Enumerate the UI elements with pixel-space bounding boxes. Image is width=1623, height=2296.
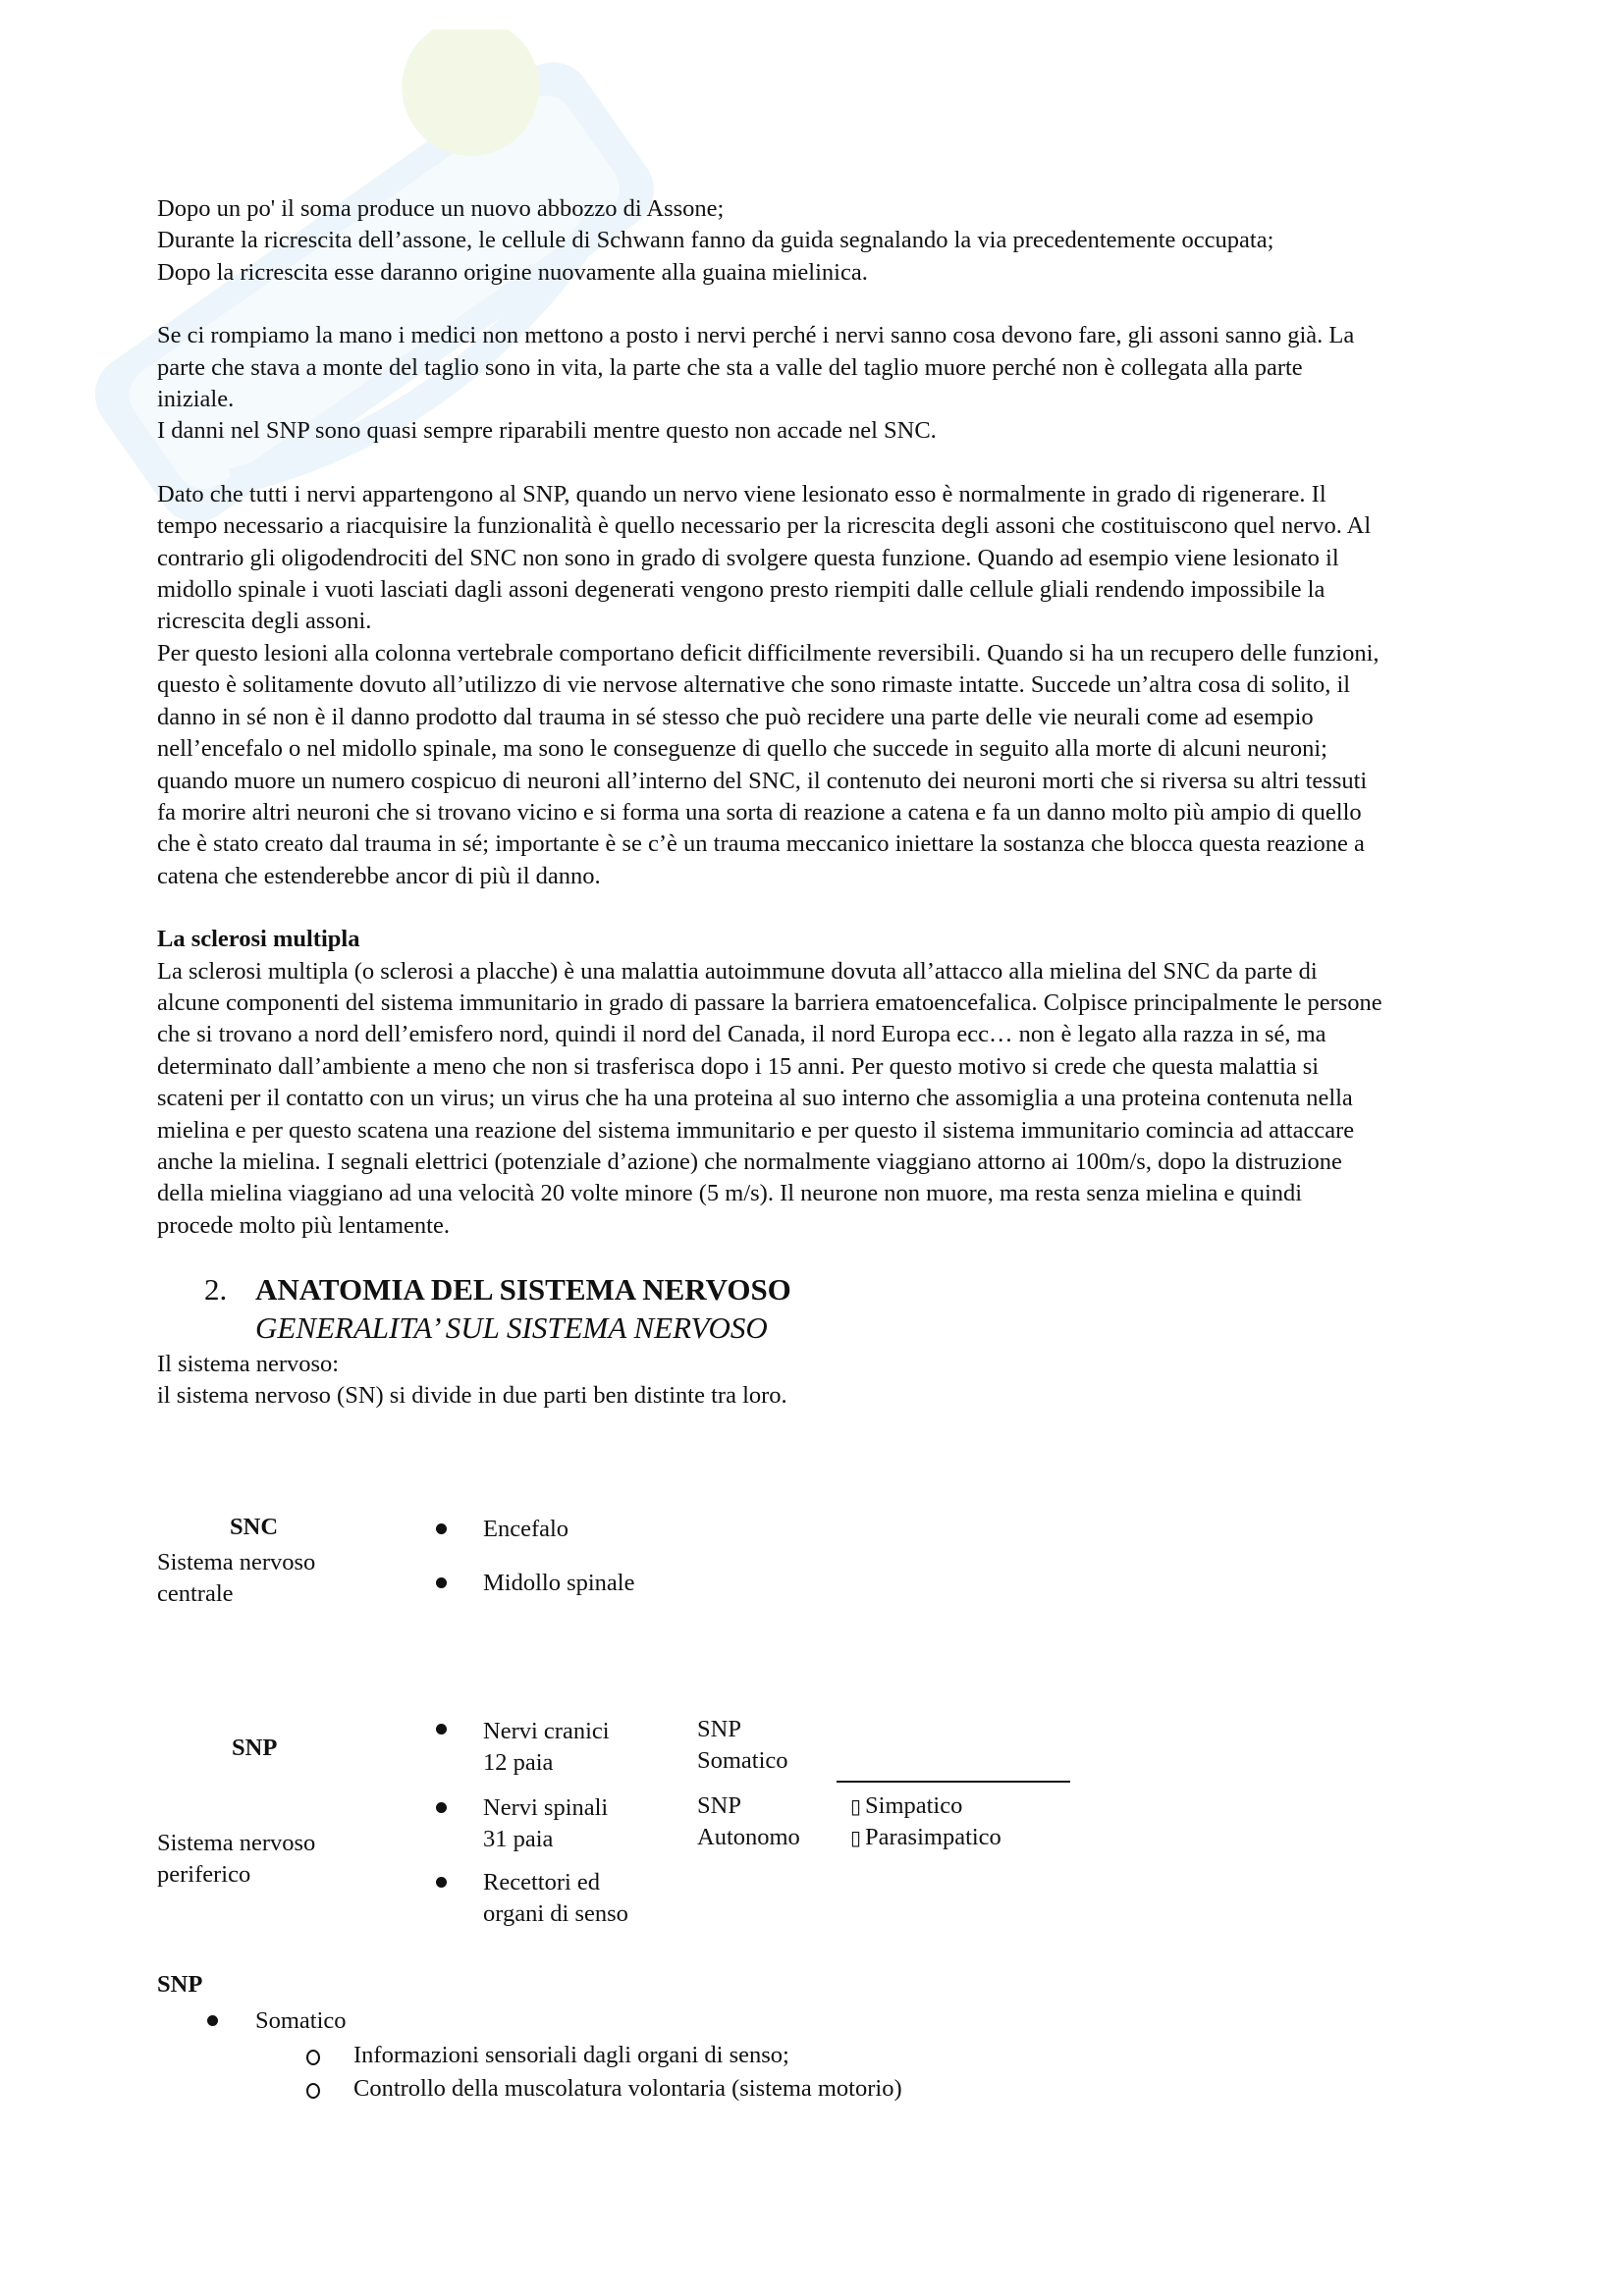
page-body [157,193,1561,1242]
snp-subitem-sensoriali: Informazioni sensoriali dagli organi di senso; [353,2042,789,2068]
section-heading [204,1272,791,1308]
para-broken-hand: Se ci rompiamo la mano i medici non mettono a posto i nervi perché i nervi sanno cosa devono fare, gli assoni sanno già. La parte che stava a monte del taglio sono in vita, la parte che sta a valle del taglio muore perché non è collegata alla parte iniziale. I danni nel SNP sono quasi sempre riparabili mentre questo non accade nel SNC. [157,322,1355,445]
missing-glyph-icon: ▯ [850,1794,862,1818]
snc-name: Sistema nervoso centrale [157,1549,316,1608]
snp-somatico-label: SNP Somatico [697,1716,788,1775]
para-snp-regeneration: Dato che tutti i nervi appartengono al SNP, quando un nervo viene lesionato esso è normalmente in grado di rigenerare. Il tempo necessario a riacquisire la funzionalità è quello necessario per la ricrescita degli assoni che costituiscono quel nervo. Al contrario gli oligodendrociti del SNC non sono in grado di svolgere questa funzione. Quando ad esempio viene lesionato il midollo spinale i vuoti lasciati dagli assoni degenerati vengono presto riempiti dalle cellule gliali rendendo impossibile la ricrescita degli assoni. Per questo lesioni alla colonna vertebrale comportano deficit difficilmente reversibili. Quando si ha un recupero delle funzioni, questo è solitamente dovuto all’utilizzo di vie nervose alternative che sono rimaste intatte. Succede un’altra cosa di solito, il danno in sé non è il danno prodotto dal trauma in sé stesso che può recidere una parte delle vie neurali come ad esempio nell’encefalo o nel midollo spinale, ma sono le conseguenze di quello che succede in seguito alla morte di alcuni neuroni; quando muore un numero cospicuo di neuroni all’interno del SNC, il contenuto dei neuroni morti che si riversa su altri tessuti fa morire altri neuroni che si trovano vicino e si forma una sorta di reazione a catena e fa un danno molto più ampio di quello che è stato creato dal trauma in sé; importante è se c’è un trauma meccanico iniettare la sostanza che blocca questa reazione a catena che estenderebbe ancor di più il danno. [157,480,1380,889]
snp-autonomo-parts: ▯ Simpatico ▯ Parasimpatico [850,1790,1001,1854]
bullet-icon [436,1877,447,1888]
para-regrowth: Dopo un po' il soma produce un nuovo abbozzo di Assone; Durante la ricrescita dell’assone, le cellule di Schwann fanno da guida segnalando la via precedentemente occupata; Dopo la ricrescita esse daranno origine nuovamente alla guaina mielinica. [157,195,1274,286]
circle-bullet-icon [306,2050,320,2065]
divider-line [837,1781,1070,1783]
bullet-icon [436,1577,447,1588]
bullet-icon [436,1802,447,1813]
snp-item-recettori: Recettori ed organi di senso [483,1869,628,1928]
snp-list-heading: SNP [157,1971,203,1998]
snp-item-cranici: Nervi cranici 12 paia [483,1718,610,1777]
snc-abbr: SNC [230,1514,279,1540]
sclerosi-heading: La sclerosi multipla [157,926,360,953]
snp-name: Sistema nervoso periferico [157,1830,316,1889]
snc-item-encefalo: Encefalo [483,1516,569,1542]
section-title: ANATOMIA DEL SISTEMA NERVOSO [255,1272,791,1307]
section-intro: Il sistema nervoso: il sistema nervoso (SN) si divide in due parti ben distinte tra loro. [157,1351,787,1410]
para-sclerosi: La sclerosi multipla (o sclerosi a placche) è una malattia autoimmune dovuta all’attacco alla mielina del SNC da parte di alcune componenti del sistema immunitario in grado di passare la barriera ematoencefalica. Colpisce principalmente le persone che si trovano a nord dell’emisfero nord, quindi il nord del Canada, il nord Europa ecc… non è legato alla razza in sé, ma determinato dall’ambiente a meno che non si trasferisca dopo i 15 anni. Per questo motivo si crede che questa malattia si scateni per il contatto con un virus; un virus che ha una proteina al suo interno che assomiglia a una proteina contenuta nella mielina e per questo scatena una reazione del sistema immunitario e per questo il sistema immunitario comincia ad attaccare anche la mielina. I segnali elettrici (potenziale d’azione) che normalmente viaggiano attorno ai 100m/s, dopo la distruzione della mielina viaggiano ad una velocità 20 volte minore (5 m/s). Il neurone non muore, ma resta senza mielina e quindi procede molto più lentamente. [157,957,1382,1239]
bullet-icon [207,2015,218,2026]
snp-abbr: SNP [232,1735,278,1761]
section-number: 2. [204,1272,228,1307]
bullet-icon [436,1523,447,1534]
snc-item-midollo: Midollo spinale [483,1570,635,1596]
circle-bullet-icon [306,2083,320,2099]
missing-glyph-icon: ▯ [850,1826,862,1850]
snp-list-item-somatico: Somatico [255,2007,347,2034]
snp-autonomo-label: SNP Autonomo [697,1792,800,1851]
snp-subitem-motorio: Controllo della muscolatura volontaria (sistema motorio) [353,2075,902,2102]
bullet-icon [436,1724,447,1735]
snp-item-spinali: Nervi spinali 31 paia [483,1794,609,1853]
section-subtitle: GENERALITA’ SUL SISTEMA NERVOSO [255,1310,768,1345]
